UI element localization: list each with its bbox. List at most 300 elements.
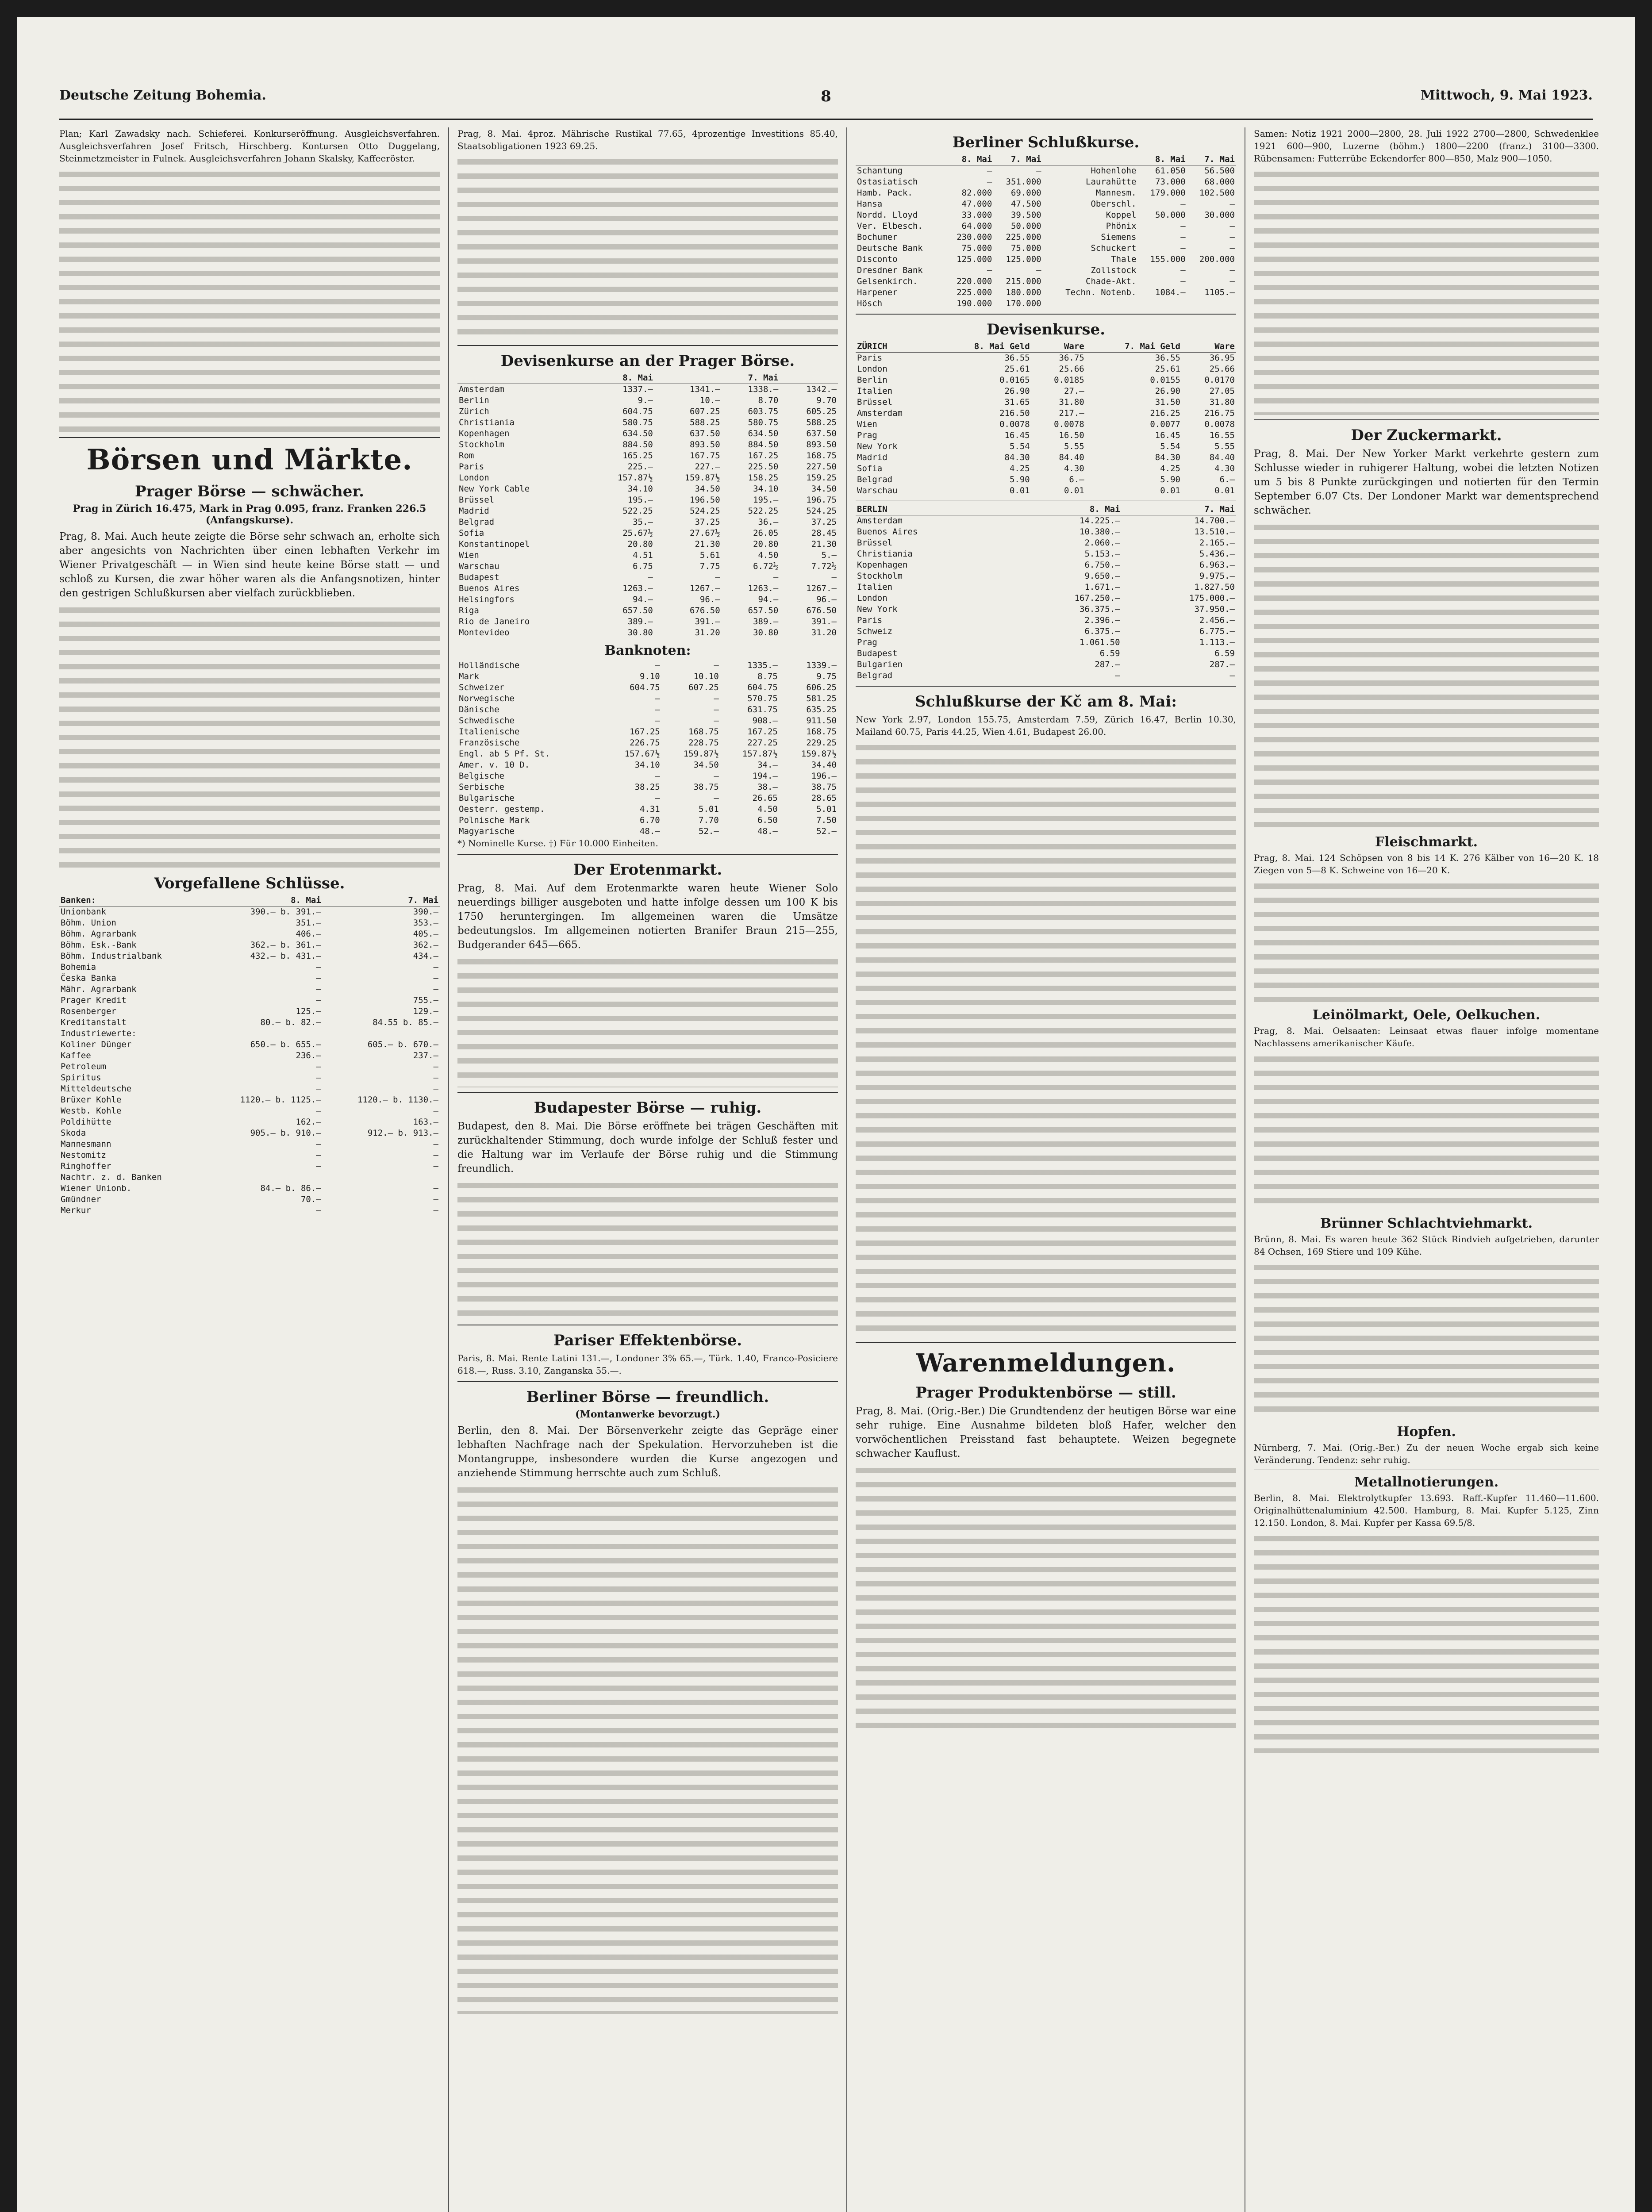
table-row — [59, 1172, 440, 1183]
column-header — [1043, 154, 1138, 165]
table-cell: 84.40 — [1209, 453, 1235, 462]
table-cell: 25.66 — [1209, 364, 1235, 374]
table-cell: 0.0077 — [1150, 419, 1180, 429]
table-cell: 26.05 — [753, 528, 779, 538]
table-cell: Konstantinopel — [459, 539, 530, 549]
table-cell: 1263.— — [748, 584, 779, 593]
table-cell: Montevideo — [459, 628, 510, 637]
column-header: 7. Mai — [993, 154, 1042, 165]
column-header: 8. Mai — [205, 895, 322, 906]
seeds-text-block — [1254, 167, 1599, 415]
table-cell: Brüssel — [459, 495, 495, 505]
table-cell: 13.510.— — [1194, 527, 1235, 537]
table-cell: 155.000 — [1150, 254, 1186, 264]
table-cell: 522.25 — [748, 506, 779, 516]
berlin-close-title: Berliner Schlußkurse. — [952, 134, 1140, 151]
table-cell: Brüssel — [857, 538, 893, 548]
table-cell: 227.25 — [747, 738, 778, 748]
table-cell: — — [433, 1161, 438, 1171]
table-row — [457, 671, 838, 682]
table-cell: — — [433, 1194, 438, 1204]
table-cell: 167.25 — [747, 727, 778, 737]
table-cell: 606.25 — [806, 683, 837, 692]
table-cell: 1263.— — [622, 584, 653, 593]
table-row — [457, 804, 838, 815]
table-row — [856, 221, 1236, 232]
table-cell: 20.80 — [753, 539, 779, 549]
table-cell: Nachtr. z. d. Banken — [61, 1172, 162, 1182]
table-row — [856, 177, 1236, 188]
banknotes-table — [457, 660, 838, 837]
table-cell: 52.— — [816, 826, 837, 836]
table-cell: 1120.— b. 1130.— — [357, 1095, 438, 1105]
table-row — [457, 793, 838, 804]
table-cell: 195.— — [627, 495, 653, 505]
table-cell: 195.— — [753, 495, 779, 505]
table-cell: 167.25 — [630, 727, 660, 737]
table-cell: 8.70 — [758, 396, 779, 405]
table-cell: — — [316, 1206, 321, 1215]
table-cell: Oesterr. gestemp. — [459, 804, 545, 814]
table-cell: 0.0165 — [999, 375, 1030, 385]
ke-close-text-block — [856, 741, 1236, 1338]
metal-title: Metallnotierungen. — [1354, 1475, 1499, 1490]
table-row — [59, 995, 440, 1006]
table-cell: — — [714, 771, 719, 781]
table-row — [856, 538, 1236, 549]
budapest-text-block — [457, 1179, 838, 1320]
table-cell: 1.061.50 — [1080, 637, 1120, 647]
table-cell: 21.30 — [811, 539, 837, 549]
table-cell: 26.90 — [1004, 386, 1030, 396]
table-row — [856, 375, 1236, 386]
table-cell: 0.0078 — [1054, 419, 1084, 429]
table-cell: 225.— — [627, 462, 653, 472]
table-cell: 28.65 — [811, 793, 837, 803]
cattle-text-block — [1254, 1260, 1599, 1420]
table-cell: 5.61 — [699, 550, 720, 560]
table-cell: — — [655, 694, 660, 703]
table-cell: — — [1229, 671, 1235, 680]
table-cell: 61.050 — [1155, 166, 1186, 176]
table-cell: Merkur — [61, 1206, 91, 1215]
table-cell: 353.— — [413, 918, 438, 928]
table-cell: 64.000 — [961, 221, 992, 231]
table-cell: 16.45 — [1155, 430, 1180, 440]
table-cell: 157.87½ — [617, 473, 653, 483]
table-cell: 893.50 — [806, 440, 837, 449]
table-cell: 4.30 — [1064, 464, 1084, 473]
zurich-fx-table — [856, 341, 1236, 496]
table-cell: — — [1036, 166, 1041, 176]
table-cell: Bohemia — [61, 962, 96, 972]
table-cell: — — [1229, 265, 1235, 275]
table-row — [457, 715, 838, 726]
column-header: Banken: — [59, 895, 205, 906]
table-cell: Industriewerte: — [61, 1029, 137, 1038]
table-cell: 650.— b. 655.— — [250, 1040, 321, 1049]
table-cell: 34.10 — [627, 484, 653, 494]
table-cell: 170.000 — [1006, 299, 1041, 308]
table-cell: 236.— — [296, 1051, 321, 1060]
table-cell: 604.75 — [747, 683, 778, 692]
table-cell: 215.000 — [1006, 276, 1041, 286]
table-cell: 70.— — [300, 1194, 321, 1204]
table-cell: Bulgarien — [857, 660, 903, 669]
table-cell: 48.— — [757, 826, 778, 836]
table-cell: 1084.— — [1155, 288, 1186, 297]
table-cell: 0.01 — [1160, 486, 1180, 495]
table-row — [457, 561, 838, 572]
prague-exchange-lead: Prag in Zürich 16.475, Mark in Prag 0.095, franz. Franken 226.5 (Anfangskurse). — [73, 503, 426, 526]
table-cell: 912.— b. 913.— — [367, 1128, 438, 1138]
table-cell: 31.20 — [811, 628, 837, 637]
table-cell: 47.000 — [961, 199, 992, 209]
table-row — [856, 232, 1236, 243]
table-cell: 34.50 — [811, 484, 837, 494]
table-cell: 16.45 — [1004, 430, 1030, 440]
table-cell: 27.— — [1064, 386, 1084, 396]
table-cell: 6.75 — [633, 561, 653, 571]
table-cell: 36.75 — [1059, 353, 1084, 363]
table-cell: Böhm. Esk.-Bank — [61, 940, 137, 950]
table-cell: Brüssel — [857, 397, 893, 407]
table-row — [457, 771, 838, 782]
table-cell: Ostasiatisch — [857, 177, 918, 187]
table-row — [59, 1161, 440, 1172]
table-cell: 604.75 — [622, 407, 653, 416]
table-row — [457, 815, 838, 826]
table-cell: 362.— b. 361.— — [250, 940, 321, 950]
table-cell: — — [316, 1139, 321, 1149]
cattle-text: Brünn, 8. Mai. Es waren heute 362 Stück Rindvieh aufgetrieben, darunter 84 Ochsen, 169 Stiere und 109 Kühe. — [1254, 1234, 1599, 1257]
table-row — [59, 1039, 440, 1050]
table-cell: 84.30 — [1155, 453, 1180, 462]
table-cell: Stockholm — [857, 571, 903, 581]
column-1 — [59, 127, 440, 2212]
column-header: 8. Mai — [1007, 504, 1121, 515]
table-cell: 163.— — [413, 1117, 438, 1127]
table-cell: — — [316, 984, 321, 994]
table-row — [59, 1072, 440, 1083]
table-cell: Berlin — [459, 396, 489, 405]
table-cell: 4.25 — [1160, 464, 1180, 473]
table-cell: 432.— b. 431.— — [250, 951, 321, 961]
column-4 — [1254, 127, 1599, 2212]
newspaper-page — [17, 17, 1635, 2212]
table-cell: Schantung — [857, 166, 903, 176]
oil-title: Leinölmarkt, Oele, Oelkuchen. — [1312, 1007, 1541, 1023]
prague-fx-table — [457, 373, 838, 638]
table-cell: 908.— — [752, 716, 778, 726]
table-cell: 36.— — [758, 517, 779, 527]
prague-exchange-report: Prag, 8. Mai. Auch heute zeigte die Börse sehr schwach an, erholte sich aber angesichts von Nachrichten über einen lebhaften Verkehr im Wiener Privatgeschäft — in Wien sind heute keine Börse statt — und schloß zu Kursen, die zwar höher waren als die Anfangsnotizen, hinter den gestrigen Schlußkursen aber vielfach zurückblieben. — [59, 531, 440, 599]
column-header: 8. Mai Geld — [935, 341, 1031, 353]
table-cell: Wiener Unionb. — [61, 1183, 132, 1193]
table-row — [59, 929, 440, 940]
table-cell: 16.50 — [1059, 430, 1084, 440]
table-row — [59, 951, 440, 962]
table-cell: Brüxer Kohle — [61, 1095, 122, 1105]
table-cell: Mitteldeutsche — [61, 1084, 132, 1094]
cattle-title: Brünner Schlachtviehmarkt. — [1320, 1216, 1533, 1231]
table-cell: Christiania — [459, 418, 515, 427]
table-cell: 287.— — [1209, 660, 1235, 669]
table-cell: 5.— — [821, 550, 837, 560]
table-cell: 5.01 — [699, 804, 719, 814]
table-cell: — — [714, 793, 719, 803]
table-cell: Prag — [857, 430, 877, 440]
table-cell: 351.— — [296, 918, 321, 928]
table-cell: Buenos Aires — [857, 527, 918, 537]
table-cell: 47.500 — [1010, 199, 1041, 209]
table-cell: 9.650.— — [1084, 571, 1120, 581]
table-cell: — — [316, 973, 321, 983]
table-cell: 755.— — [413, 995, 438, 1005]
table-cell: 80.— b. 82.— — [260, 1018, 321, 1027]
table-cell: — — [648, 572, 653, 582]
table-cell: 9.975.— — [1199, 571, 1235, 581]
table-cell: Zollstock — [1091, 265, 1137, 275]
table-row — [59, 1006, 440, 1017]
table-cell: Prag — [857, 637, 877, 647]
table-row — [457, 616, 838, 627]
table-cell: 1.113.— — [1199, 637, 1235, 647]
table-cell — [1137, 298, 1187, 309]
table-cell: 389.— — [627, 617, 653, 626]
table-cell: Paris — [857, 615, 883, 625]
table-cell: 30.000 — [1204, 210, 1235, 220]
table-cell: 194.— — [752, 771, 778, 781]
table-cell: — — [1180, 232, 1186, 242]
table-row — [59, 906, 440, 918]
table-cell: — — [316, 1084, 321, 1094]
table-cell: — — [316, 1062, 321, 1071]
table-cell: Techn. Notenb. — [1065, 288, 1137, 297]
table-cell: — — [1229, 199, 1235, 209]
table-cell: 37.25 — [695, 517, 720, 527]
table-row — [59, 1128, 440, 1139]
table-cell: Riga — [459, 606, 479, 615]
table-cell: 4.25 — [1009, 464, 1030, 473]
table-cell: 6.775.— — [1199, 626, 1235, 636]
table-row — [856, 549, 1236, 560]
table-cell: Wien — [857, 419, 877, 429]
table-cell: Prager Kredit — [61, 995, 127, 1005]
table-cell: 7.70 — [699, 815, 719, 825]
table-cell: 167.75 — [690, 451, 720, 461]
table-cell: — — [316, 1150, 321, 1160]
column-header: 7. Mai — [1187, 154, 1236, 165]
table-cell: Westb. Kohle — [61, 1106, 122, 1116]
table-cell: 637.50 — [806, 429, 837, 438]
table-cell: 25.61 — [1155, 364, 1180, 374]
berlin-close-table — [856, 154, 1236, 309]
table-cell: 7.75 — [699, 561, 720, 571]
table-cell — [1043, 298, 1138, 309]
table-cell: Poldihütte — [61, 1117, 111, 1127]
table-cell: 56.500 — [1204, 166, 1235, 176]
table-cell: — — [714, 694, 719, 703]
table-cell: — — [715, 572, 720, 582]
metal-text: Berlin, 8. Mai. Elektrolytkupfer 13.693. Raff.-Kupfer 11.460—11.600. Originalhüttenaluminium 42.500. Hamburg, 8. Mai. Kupfer 5.125, Zinn 12.150. London, 8. Mai. Kupfer per Kassa 69.5/8. — [1254, 1493, 1599, 1528]
table-row — [457, 749, 838, 760]
page-number: 8 — [821, 88, 831, 105]
table-cell: 228.75 — [688, 738, 719, 748]
table-cell: 389.— — [753, 617, 779, 626]
table-cell: Skoda — [61, 1128, 86, 1138]
fx-footnote: *) Nominelle Kurse. †) Für 10.000 Einheiten. — [457, 838, 658, 849]
table-cell: 28.45 — [811, 528, 837, 538]
table-cell: 75.000 — [961, 243, 992, 253]
table-cell: 588.25 — [690, 418, 720, 427]
table-row — [457, 594, 838, 605]
paris-text: Paris, 8. Mai. Rente Latini 131.—, Londoner 3% 65.—, Türk. 1.40, Franco-Posiciere 618.—, Russ. 3.10, Zanganska 55.—. — [457, 1353, 838, 1376]
table-row — [457, 605, 838, 616]
table-cell: Mannesm. — [1095, 188, 1137, 198]
table-cell: Böhm. Union — [61, 918, 116, 928]
table-cell: 34.10 — [634, 760, 660, 770]
table-cell: 16.55 — [1209, 430, 1235, 440]
newspaper-title: Deutsche Zeitung Bohemia. — [59, 88, 266, 103]
table-cell: Mark — [459, 672, 479, 681]
berlin-text: Berlin, den 8. Mai. Der Börsenverkehr zeigte das Gepräge einer lebhaften Nachfrage nach der Spekulation. Hervorzuheben ist die Montangruppe, insbesondere wurden die Kurse angezogen und anziehende Stimmung herrschte auch zum Schluß. — [457, 1425, 838, 1479]
table-row — [856, 526, 1236, 538]
table-cell: — — [655, 716, 660, 726]
table-cell: 9.70 — [816, 396, 837, 405]
table-cell: 220.000 — [957, 276, 992, 286]
table-cell: 6.72½ — [753, 561, 779, 571]
issue-date: Mittwoch, 9. Mai 1923. — [1420, 88, 1593, 103]
table-cell: Siemens — [1101, 232, 1137, 242]
table-cell: 30.80 — [627, 628, 653, 637]
table-cell: Deutsche Bank — [857, 243, 923, 253]
table-row — [856, 452, 1236, 463]
table-row — [856, 560, 1236, 571]
table-row — [457, 395, 838, 406]
table-row — [856, 485, 1236, 496]
table-cell: Buenos Aires — [459, 584, 520, 593]
table-cell: 102.500 — [1199, 188, 1235, 198]
table-cell: London — [459, 473, 489, 483]
metal-text-block — [1254, 1532, 1599, 1753]
table-cell: Belgische — [459, 771, 504, 781]
table-row — [457, 439, 838, 450]
table-cell: 0.0078 — [1204, 419, 1235, 429]
table-cell: 406.— — [296, 929, 321, 939]
table-cell: Schweiz — [857, 626, 893, 636]
column-header: 7. Mai Geld — [1086, 341, 1182, 353]
table-row — [856, 210, 1236, 221]
table-row — [457, 737, 838, 749]
table-cell: — — [714, 705, 719, 714]
column-header: 8. Mai — [1137, 154, 1187, 165]
column-3 — [856, 127, 1236, 2212]
table-cell: 10.380.— — [1080, 527, 1120, 537]
table-cell: Koliner Dünger — [61, 1040, 132, 1049]
produce-title: Der Erotenmarkt. — [573, 861, 722, 879]
table-cell: 5.54 — [1009, 442, 1030, 451]
column-header: ZÜRICH — [856, 341, 935, 353]
table-row — [457, 417, 838, 428]
table-row — [59, 918, 440, 929]
table-cell: — — [1115, 671, 1120, 680]
table-cell: 35.— — [633, 517, 653, 527]
table-cell: 68.000 — [1204, 177, 1235, 187]
produce-text-block — [457, 955, 838, 1087]
table-cell: — — [831, 572, 837, 582]
meat-text-block — [1254, 879, 1599, 1003]
table-cell: 159.87½ — [801, 749, 837, 759]
column-header — [457, 373, 587, 384]
table-cell: 30.80 — [753, 628, 779, 637]
table-cell: 20.80 — [627, 539, 653, 549]
table-cell: 0.0170 — [1204, 375, 1235, 385]
berlin-subtitle: (Montanwerke bevorzugt.) — [575, 1409, 720, 1420]
table-cell: 0.0078 — [999, 419, 1030, 429]
table-cell: 165.25 — [622, 451, 653, 461]
table-cell: Belgrad — [857, 475, 893, 484]
table-cell: — — [1180, 221, 1186, 231]
table-row — [856, 287, 1236, 298]
table-cell: Nordd. Lloyd — [857, 210, 918, 220]
table-cell: 25.67½ — [622, 528, 653, 538]
table-cell: 27.67½ — [690, 528, 720, 538]
table-cell: Stockholm — [459, 440, 504, 449]
table-cell: 4.30 — [1214, 464, 1235, 473]
table-cell: Serbische — [459, 782, 504, 792]
table-cell: 157.67½ — [624, 749, 660, 759]
table-cell: 1338.— — [748, 384, 779, 394]
table-cell: 84.— b. 86.— — [260, 1183, 321, 1193]
table-cell: 230.000 — [957, 232, 992, 242]
table-cell: 69.000 — [1010, 188, 1041, 198]
table-cell: — — [773, 572, 779, 582]
column-header: Ware — [1182, 341, 1236, 353]
table-cell: 0.0185 — [1054, 375, 1084, 385]
table-row — [457, 726, 838, 737]
table-cell: 216.25 — [1150, 408, 1180, 418]
table-cell: 96.— — [699, 595, 720, 604]
table-row — [856, 474, 1236, 485]
table-row — [457, 484, 838, 495]
table-cell: 225.000 — [957, 288, 992, 297]
table-cell — [1187, 298, 1236, 309]
table-cell: — — [316, 995, 321, 1005]
table-cell: Gmündner — [61, 1194, 101, 1204]
table-cell: 36.55 — [1155, 353, 1180, 363]
table-cell: — — [655, 661, 660, 670]
table-cell: Kaffee — [61, 1051, 91, 1060]
table-cell: 390.— — [413, 907, 438, 917]
table-cell: 31.80 — [1209, 397, 1235, 407]
table-row — [856, 165, 1236, 177]
table-cell: — — [316, 1106, 321, 1116]
table-cell: 5.436.— — [1199, 549, 1235, 559]
table-cell: 637.50 — [690, 429, 720, 438]
table-cell: — — [987, 177, 992, 187]
table-row — [59, 1150, 440, 1161]
table-cell: New York Cable — [459, 484, 530, 494]
table-cell: 34.50 — [693, 760, 719, 770]
trades-title: Vorgefallene Schlüsse. — [154, 875, 345, 892]
table-cell: Schwedische — [459, 716, 515, 726]
table-cell: 603.75 — [748, 407, 779, 416]
table-cell: 0.01 — [1064, 486, 1084, 495]
table-cell: — — [1180, 199, 1186, 209]
table-cell: Madrid — [857, 453, 887, 462]
table-cell: Helsingfors — [459, 595, 515, 604]
